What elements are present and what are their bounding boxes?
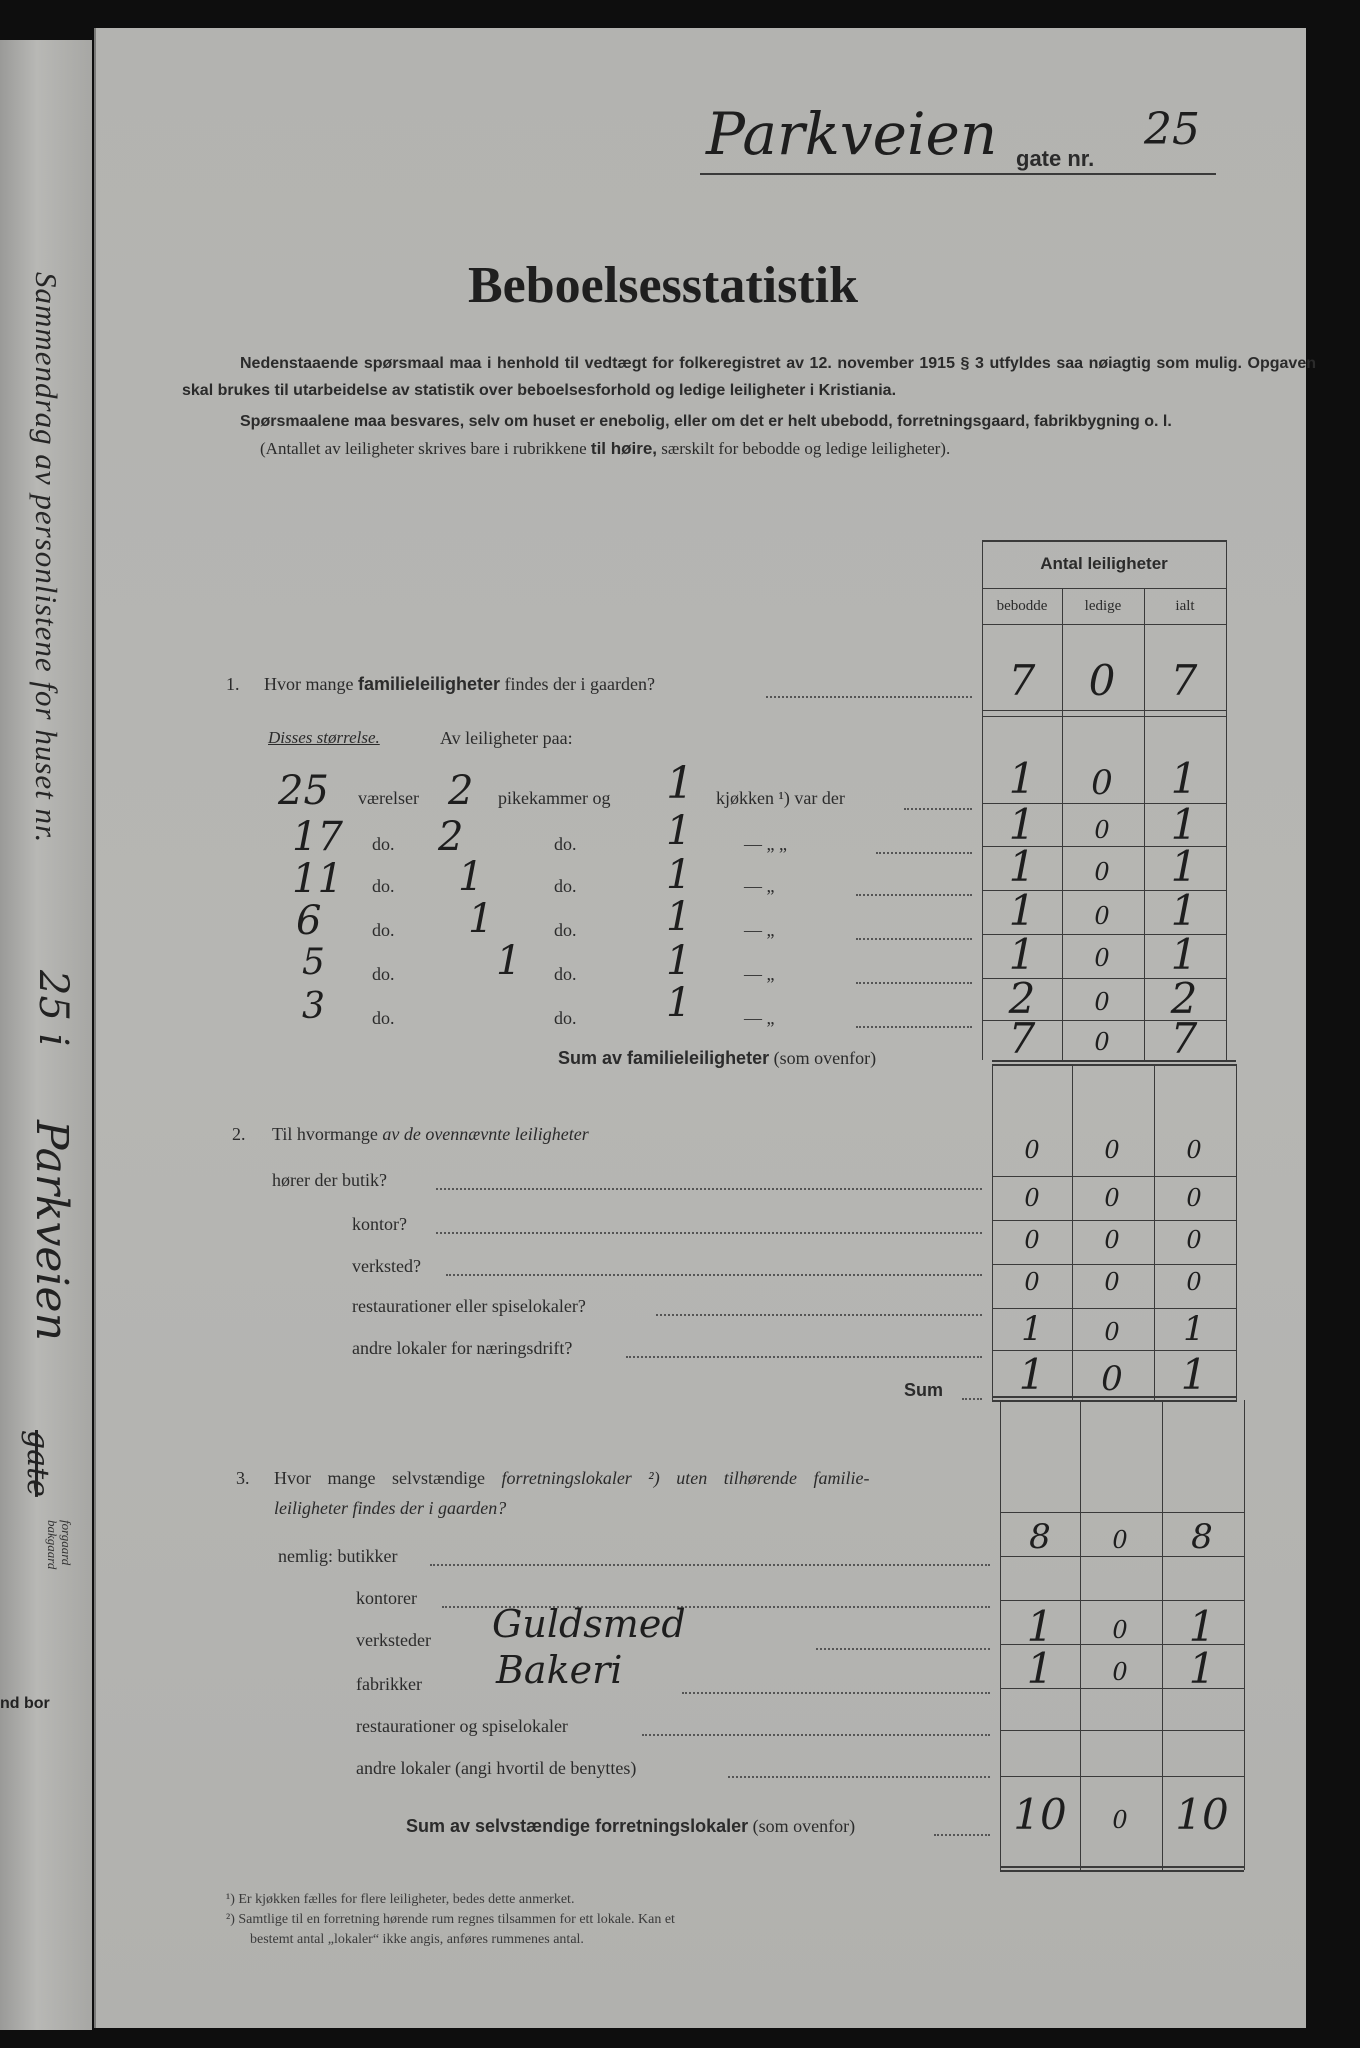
intro-p3-bold: til høire,: [590, 439, 658, 458]
q3-row-dots: [642, 1734, 990, 1736]
q2-row-label: verksted?: [352, 1256, 421, 1276]
q3-row-ialt: 1: [1188, 1602, 1216, 1651]
q3-sum-label: [406, 1816, 855, 1837]
q3-row-ledige: 0: [1112, 1526, 1128, 1554]
q1-number: 1.: [226, 674, 240, 694]
q2-sum-label: Sum: [904, 1380, 944, 1400]
q2-text-b: av de ovennævnte leiligheter: [382, 1124, 589, 1144]
q3-row-bebodde: 8: [1029, 1517, 1051, 1557]
size-rooms-label: do.: [372, 834, 395, 854]
size-ialt: 1: [1170, 886, 1198, 935]
q3-row-note: Bakeri: [496, 1648, 623, 1692]
q3-sum-ialt: 10: [1175, 1790, 1229, 1839]
q2-row-label: restaurationer eller spiselokaler?: [352, 1296, 586, 1316]
q2-row-bebodde: 0: [1024, 1268, 1040, 1296]
q1-sum-a: Sum av: [558, 1048, 628, 1068]
size-label: Disses størrelse.: [268, 728, 380, 747]
q3-sum-a: Sum av selvstændige forretningslokaler: [406, 1816, 749, 1836]
q3-row-label: andre lokaler (angi hvortil de benyttes): [356, 1758, 637, 1778]
size-ledige: 0: [1094, 944, 1110, 972]
table-header-divider: [982, 588, 1226, 589]
size-row-dots: [856, 938, 972, 940]
size-ialt: 1: [1170, 800, 1198, 849]
size-kitchen: 1: [666, 852, 692, 898]
q3-sum-b: (som ovenfor): [748, 1816, 856, 1836]
footnote-1: ¹) Er kjøkken fælles for flere leiligheter, bedes dette anmerket.: [226, 1892, 575, 1907]
street-name-handwritten: Parkveien: [706, 100, 998, 168]
q2-row-bebodde: 0: [1024, 1226, 1040, 1254]
size-bebodde: 1: [1008, 842, 1036, 891]
q3-sum-bebodde: 10: [1013, 1790, 1067, 1839]
size-maid-label: do.: [554, 834, 577, 854]
vline-3d: [1244, 1400, 1245, 1870]
header-underline: [700, 173, 1216, 175]
intro-p3-c: særskilt for bebodde og ledige leiligheter).: [657, 439, 951, 458]
q2-row-ledige: 0: [1104, 1226, 1120, 1254]
size-rooms-label: do.: [372, 876, 395, 896]
row-line: [1000, 1776, 1244, 1777]
footnotes: [226, 1890, 1126, 1950]
row-line: [992, 1220, 1236, 1221]
intro-p3-a: (Antallet av leiligheter skrives bare i rubrikkene: [260, 439, 591, 458]
q2-row-label: hører der butik?: [272, 1170, 387, 1190]
q2-sum-line: [992, 1396, 1236, 1398]
size-rooms: 3: [302, 986, 325, 1027]
q2-sum-dots: [962, 1398, 982, 1400]
q2-row-bebodde: 0: [1024, 1136, 1040, 1164]
spine-forgaard: forgaard: [59, 1520, 74, 1566]
size-ialt: 1: [1170, 754, 1198, 803]
q2-sum-bebodde: 1: [1018, 1350, 1046, 1399]
size-row-dots: [904, 808, 972, 810]
q1-answer-line-2: [982, 716, 1226, 717]
row-line: [992, 1264, 1236, 1265]
q2-row-ledige: 0: [1104, 1268, 1120, 1296]
size-maid-label: do.: [554, 964, 577, 984]
size-rooms-label: do.: [372, 1008, 395, 1028]
size-maid-label: pikekammer og: [498, 788, 611, 808]
size-bebodde: 2: [1008, 974, 1036, 1023]
q3-row-dots: [430, 1564, 990, 1566]
q1-sum-line-2: [992, 1064, 1236, 1066]
q2-row-bebodde: 0: [1024, 1184, 1040, 1212]
size-kitchen: 1: [666, 758, 694, 809]
q3-number: 3.: [236, 1468, 250, 1488]
q3-row-label: nemlig: butikker: [278, 1546, 398, 1566]
q3-row-label: verksteder: [356, 1630, 431, 1650]
size-ledige: 0: [1094, 988, 1110, 1016]
col-header-bebodde: bebodde: [996, 598, 1048, 614]
q2-row-label: andre lokaler for næringsdrift?: [352, 1338, 573, 1358]
size-rooms: 11: [292, 856, 343, 902]
q2-row-dots: [446, 1274, 982, 1276]
footnote-2a: ²) Samtlige til en forretning hørende rum regnes tilsammen for ett lokale. Kan et: [226, 1912, 675, 1927]
q2-row-ialt: 0: [1186, 1184, 1202, 1212]
intro-paragraph-1: Nedenstaaende spørsmaal maa i henhold til vedtægt for folkeregistret av 12. november 1915 § 3 utfyldes saa nøiagtig som mulig. Opgaven skal brukes til utarbeidelse av statistik over beboelsesforhold og ledige leiligheter i Kristiania.: [182, 355, 1316, 399]
size-kitchen: 1: [666, 980, 692, 1026]
q1-text-b: familieleiligheter: [357, 674, 501, 694]
size-rooms-label: værelser: [358, 788, 419, 808]
q3-line-1: [274, 1468, 870, 1489]
size-kitchen: 1: [666, 938, 692, 984]
spine-house-number: 25 i: [30, 970, 76, 1047]
house-number-handwritten: 25: [1144, 104, 1200, 155]
q1-sum-bebodde: 7: [1008, 1014, 1036, 1063]
q1-question: [264, 674, 655, 695]
q3-row-dots: [816, 1648, 990, 1650]
q2-sum-line-2: [992, 1400, 1236, 1402]
spine-and-bor: nd bor: [0, 1695, 50, 1712]
size-ledige: 0: [1094, 816, 1110, 844]
size-maid: 1: [496, 938, 522, 984]
q2-sum-ledige: 0: [1101, 1359, 1123, 1399]
row-line: [1000, 1688, 1244, 1689]
q1-sum-line: [992, 1060, 1236, 1062]
row-line: [992, 1176, 1236, 1177]
spine-gate: gate: [20, 1430, 55, 1497]
size-maid-label: do.: [554, 1008, 577, 1028]
q3-row-note: Guldsmed: [492, 1602, 686, 1646]
vline-1d: [1226, 540, 1227, 1060]
q3-row-ledige: 0: [1112, 1616, 1128, 1644]
q2-sum-ialt: 1: [1180, 1350, 1208, 1399]
q1-sum-ledige: 0: [1094, 1028, 1110, 1056]
size-maid: 1: [468, 896, 494, 942]
size-intro: Av leiligheter paa:: [440, 728, 573, 748]
spine-street-name: Parkveien: [26, 1120, 77, 1341]
vline-2d: [1236, 1064, 1237, 1402]
size-kitchen-label: kjøkken ¹) var der: [716, 788, 845, 808]
size-rooms: 5: [302, 942, 325, 983]
intro-paragraph-2: Spørsmaalene maa besvares, selv om huset er enebolig, eller om det er helt ubebodd, forretningsgaard, fabrikbygning o. l.: [240, 413, 1172, 430]
size-row-dots: [856, 894, 972, 896]
size-bebodde: 1: [1008, 930, 1036, 979]
q2-question: [272, 1124, 589, 1145]
row-line: [1000, 1512, 1244, 1513]
size-rooms: 25: [278, 768, 329, 814]
size-rooms-label: do.: [372, 964, 395, 984]
size-row-dots: [876, 852, 972, 854]
q2-row-dots: [436, 1188, 982, 1190]
page-title: Beboelsesstatistik: [468, 257, 858, 314]
q1-sum-b: familieleiligheter: [627, 1048, 770, 1068]
col-header-ledige: ledige: [1084, 598, 1122, 614]
size-ledige: 0: [1094, 902, 1110, 930]
intro-paragraph-3: [182, 435, 1316, 462]
q2-row-label: kontor?: [352, 1214, 407, 1234]
size-maid: 2: [438, 814, 464, 860]
size-ialt: 1: [1170, 842, 1198, 891]
size-maid-label: do.: [554, 920, 577, 940]
q2-row-ledige: 0: [1104, 1318, 1120, 1346]
intro-text: [182, 350, 1316, 462]
q3-row-label: fabrikker: [356, 1674, 422, 1694]
table-top-line: [982, 540, 1226, 542]
q2-number: 2.: [232, 1124, 246, 1144]
table-header-main: Antal leiligheter: [1040, 554, 1168, 573]
gate-nr-label: gate nr.: [1016, 146, 1095, 171]
q3-row-bebodde: 1: [1026, 1644, 1054, 1693]
q3-sum-ledige: 0: [1112, 1806, 1128, 1834]
form-page: [94, 28, 1316, 2028]
q3-row-ialt: 8: [1191, 1517, 1213, 1557]
q1-ialt: 7: [1170, 656, 1198, 705]
q3-row-dots: [728, 1776, 990, 1778]
q3-row-label: restaurationer og spiselokaler: [356, 1716, 568, 1736]
size-kitchen-label: — „ „: [744, 834, 787, 854]
q2-row-ialt: 0: [1186, 1226, 1202, 1254]
q3-row-dots: [682, 1692, 990, 1694]
q3-sum-dots: [934, 1834, 990, 1836]
spine-title: Sammendrag av personlistene for huset nr.: [29, 272, 64, 844]
q2-text-a: Til hvormange: [272, 1124, 383, 1144]
table-colheader-line: [982, 624, 1226, 625]
size-rooms: 17: [292, 814, 343, 860]
q2-row-ledige: 0: [1104, 1184, 1120, 1212]
q3-line-2: leiligheter findes der i gaarden?: [274, 1498, 507, 1518]
row-line: [1000, 1730, 1244, 1731]
q3-sum-line: [1000, 1866, 1244, 1868]
row-line: [1000, 1600, 1244, 1601]
size-maid: 1: [458, 854, 484, 900]
spine-bakgaard: bakgaard: [45, 1520, 60, 1570]
q1-answer-line: [982, 710, 1226, 711]
size-ledige: 0: [1091, 763, 1113, 803]
q2-row-ialt: 0: [1186, 1136, 1202, 1164]
q1-bebodde: 7: [1008, 656, 1036, 705]
q3-row-ledige: 0: [1112, 1658, 1128, 1686]
size-ialt: 1: [1170, 930, 1198, 979]
size-kitchen-label: — „: [744, 920, 775, 940]
row-line: [1000, 1556, 1244, 1557]
size-ledige: 0: [1094, 858, 1110, 886]
q2-row-ledige: 0: [1104, 1136, 1120, 1164]
q1-sum-ialt: 7: [1170, 1014, 1198, 1063]
q1-ledige: 0: [1088, 656, 1116, 705]
q3-row-label: kontorer: [356, 1588, 417, 1608]
q1-dots: [766, 696, 972, 698]
q3-row-ialt: 1: [1188, 1644, 1216, 1693]
size-kitchen-label: — „: [744, 876, 775, 896]
footnote-2b: bestemt antal „lokaler“ ikke angis, anføres rummenes antal.: [250, 1932, 584, 1947]
size-rooms-label: do.: [372, 920, 395, 940]
size-maid-label: do.: [554, 876, 577, 896]
size-rooms: 6: [296, 898, 322, 944]
q2-row-dots: [656, 1314, 982, 1316]
adjacent-page-strip: [0, 40, 92, 2030]
q2-row-dots: [626, 1356, 982, 1358]
q1-text-a: Hvor mange: [264, 674, 358, 694]
q2-row-ialt: 1: [1183, 1309, 1205, 1349]
q3-sum-line-2: [1000, 1870, 1244, 1872]
size-kitchen: 1: [666, 894, 692, 940]
size-bebodde: 1: [1008, 754, 1036, 803]
q3-row-bebodde: 1: [1026, 1602, 1054, 1651]
size-row-dots: [856, 1026, 972, 1028]
q2-row-ialt: 0: [1186, 1268, 1202, 1296]
size-bebodde: 1: [1008, 886, 1036, 935]
size-ialt: 2: [1170, 974, 1198, 1023]
col-header-ialt: ialt: [1175, 598, 1195, 614]
q1-text-c: findes der i gaarden?: [500, 674, 655, 694]
q1-sum-c: (som ovenfor): [769, 1048, 877, 1068]
q3-line1-a: Hvor mange selvstændige: [274, 1468, 502, 1488]
size-kitchen-label: — „: [744, 1008, 775, 1028]
q2-row-bebodde: 1: [1021, 1309, 1043, 1349]
size-kitchen-label: — „: [744, 964, 775, 984]
size-row-dots: [856, 982, 972, 984]
q2-row-dots: [436, 1232, 982, 1234]
q1-sum-label: [558, 1048, 876, 1069]
size-bebodde: 1: [1008, 800, 1036, 849]
q3-line1-b: forretningslokaler ²) uten tilhørende familie-: [501, 1468, 870, 1488]
size-maid: 2: [448, 768, 474, 814]
size-kitchen: 1: [666, 808, 692, 854]
